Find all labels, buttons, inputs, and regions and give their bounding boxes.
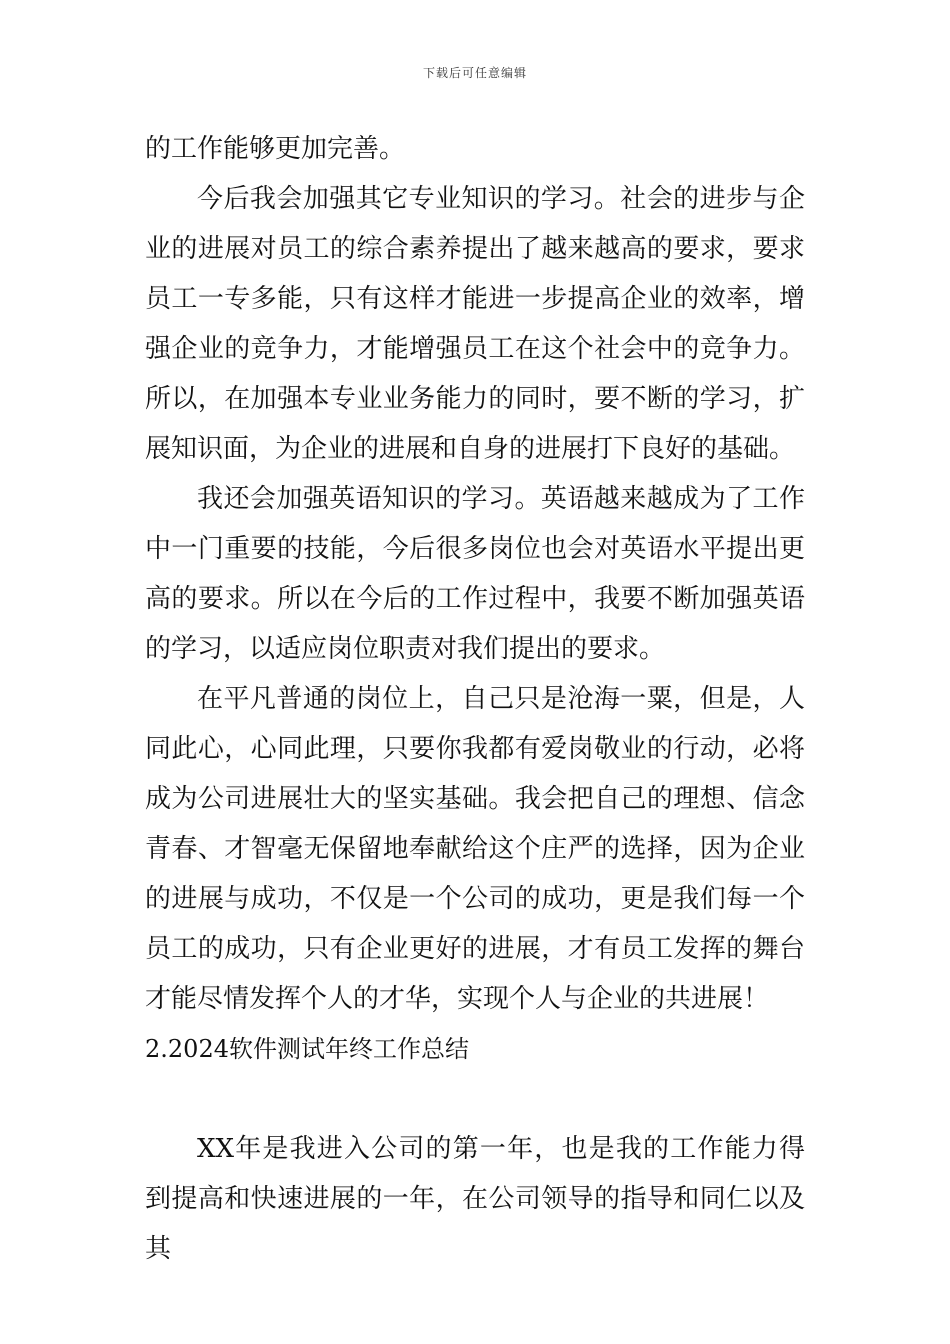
paragraph-first-year: XX年是我进入公司的第一年，也是我的工作能力得到提高和快速进展的一年，在公司领导的指导和同仁以及其 xyxy=(145,1134,805,1264)
paragraph-professional-knowledge: 今后我会加强其它专业知识的学习。社会的进步与企业的进展对员工的综合素养提出了越来越高的要求，要求员工一专多能，只有这样才能进一步提高企业的效率，增强企业的竞争力，才能增强员工在这个社会中的竞争力。所以，在加强本专业业务能力的同时，要不断的学习，扩展知识面，为企业的进展和自身的进展打下良好的基础。 xyxy=(145,184,805,464)
page-header-note: 下载后可任意编辑 xyxy=(422,66,527,80)
blank-line xyxy=(145,1074,805,1124)
paragraph-continued: 的工作能够更加完善。 xyxy=(145,134,406,164)
document-body xyxy=(145,124,805,1274)
paragraph-conclusion: 在平凡普通的岗位上，自己只是沧海一粟，但是，人同此心，心同此理，只要你我都有爱岗敬业的行动，必将成为公司进展壮大的坚实基础。我会把自己的理想、信念青春、才智毫无保留地奉献给这个庄严的选择，因为企业的进展与成功，不仅是一个公司的成功，更是我们每一个员工的成功，只有企业更好的进展，才有员工发挥的舞台才能尽情发挥个人的才华，实现个人与企业的共进展！ xyxy=(145,684,805,1014)
section-heading: 2.2024软件测试年终工作总结 xyxy=(145,1035,469,1063)
paragraph-english-learning: 我还会加强英语知识的学习。英语越来越成为了工作中一门重要的技能，今后很多岗位也会对英语水平提出更高的要求。所以在今后的工作过程中，我要不断加强英语的学习，以适应岗位职责对我们提出的要求。 xyxy=(145,484,805,664)
